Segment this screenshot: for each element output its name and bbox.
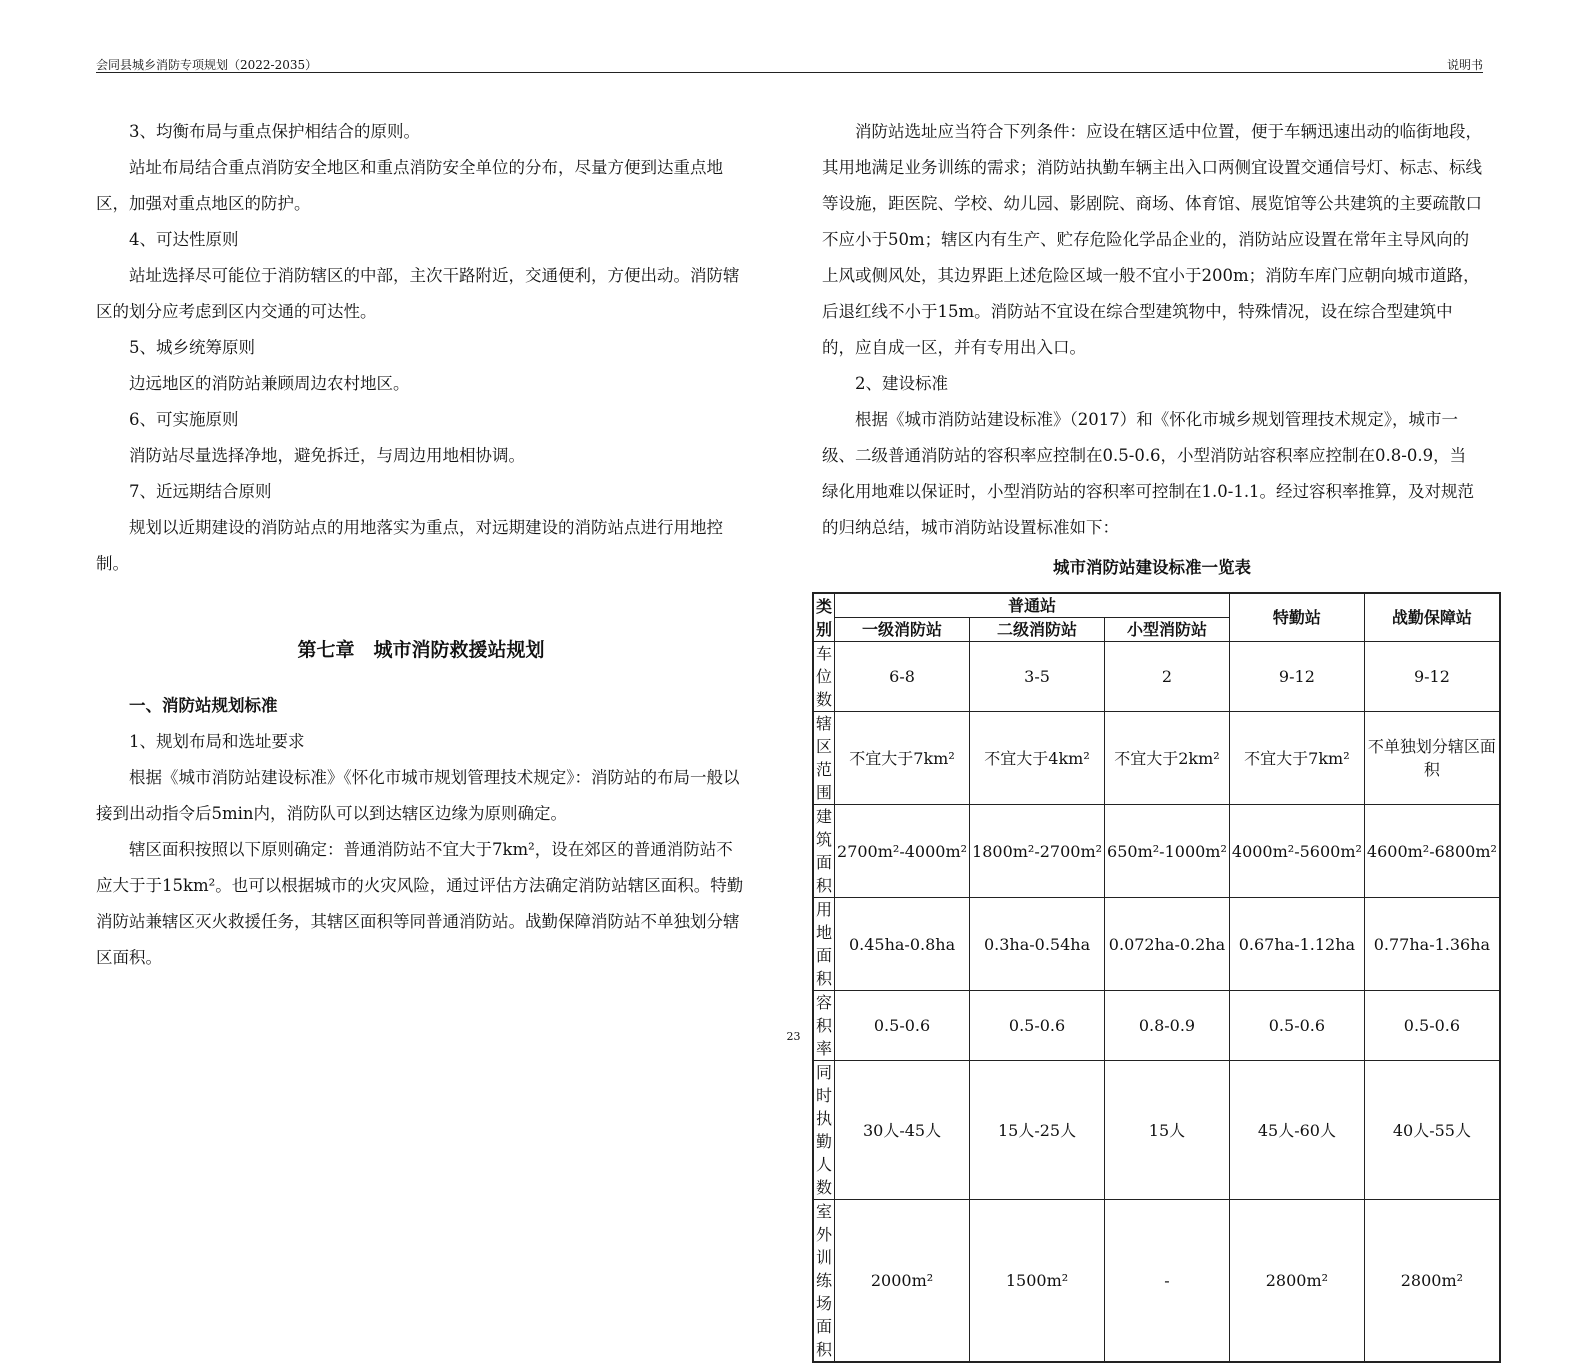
page-number: 23: [786, 1030, 801, 1043]
section-title: 一、消防站规划标准: [129, 696, 278, 715]
table-cell: 2800m²: [1364, 1200, 1500, 1363]
th-special: 特勤站: [1229, 593, 1364, 642]
table-cell: 用地面积: [813, 898, 835, 991]
table-cell: 15人: [1105, 1061, 1230, 1200]
table-cell: 4600m²-6800m²: [1364, 805, 1500, 898]
table-cell: 0.3ha-0.54ha: [970, 898, 1105, 991]
table-cell: 0.5-0.6: [970, 991, 1105, 1061]
table-cell: 2000m²: [835, 1200, 970, 1363]
table-cell: 1800m²-2700m²: [970, 805, 1105, 898]
table-cell: 不宜大于7km²: [1229, 712, 1364, 805]
header-left: 会同县城乡消防专项规划（2022-2035）: [96, 58, 318, 72]
table-cell: 45人-60人: [1229, 1061, 1364, 1200]
table-cell: 建筑面积: [813, 805, 835, 898]
table-cell: 40人-55人: [1364, 1061, 1500, 1200]
left-para-11: 1、规划布局和选址要求: [129, 732, 305, 751]
table-row: [813, 1061, 1500, 1200]
table-cell: 650m²-1000m²: [1105, 805, 1230, 898]
table-cell: 0.45ha-0.8ha: [835, 898, 970, 991]
table-cell: 室外训练场面积: [813, 1200, 835, 1363]
table-title: 城市消防站建设标准一览表: [1053, 558, 1251, 577]
left-para-12: 根据《城市消防站建设标准》《怀化市城市规划管理技术规定》：消防站的布局一般以接到出动指令后5min内，消防队可以到达辖区边缘为原则确定。: [96, 768, 740, 823]
left-para-5: 5、城乡统筹原则: [129, 338, 255, 357]
left-para-9: 7、近远期结合原则: [129, 482, 272, 501]
fire-station-standard-table: [812, 592, 1501, 1363]
table-cell: 0.5-0.6: [1364, 991, 1500, 1061]
table-row: [813, 898, 1500, 991]
left-para-4: 站址选择尽可能位于消防辖区的中部，主次干路附近，交通便利，方便出动。消防辖区的划分应考虑到区内交通的可达性。: [96, 266, 740, 321]
table-cell: 不单独划分辖区面积: [1364, 712, 1500, 805]
table-cell: 9-12: [1229, 642, 1364, 712]
table-cell: 30人-45人: [835, 1061, 970, 1200]
table-cell: 3-5: [970, 642, 1105, 712]
left-para-3: 4、可达性原则: [129, 230, 239, 249]
table-cell: -: [1105, 1200, 1230, 1363]
left-para-13: 辖区面积按照以下原则确定：普通消防站不宜大于7km²，设在郊区的普通消防站不应大于于15km²。也可以根据城市的火灾风险，通过评估方法确定消防站辖区面积。特勤消防站兼辖区灭火救援任务，其辖区面积等同普通消防站。战勤保障消防站不单独划分辖区面积。: [96, 840, 744, 967]
right-column: [816, 114, 1497, 1363]
table-cell: 9-12: [1364, 642, 1500, 712]
left-para-2: 站址布局结合重点消防安全地区和重点消防安全单位的分布，尽量方便到达重点地区，加强对重点地区的防护。: [96, 158, 723, 213]
th-sub-1: 一级消防站: [835, 618, 970, 642]
left-para-6: 边远地区的消防站兼顾周边农村地区。: [129, 374, 410, 393]
left-column: [96, 114, 746, 976]
table-cell: 不宜大于2km²: [1105, 712, 1230, 805]
table-cell: 同时执勤人数: [813, 1061, 835, 1200]
header-right: 说明书: [1446, 58, 1483, 72]
right-para-2: 2、建设标准: [855, 374, 948, 393]
table-cell: 1500m²: [970, 1200, 1105, 1363]
table-row: [813, 1200, 1500, 1363]
table-cell: 0.67ha-1.12ha: [1229, 898, 1364, 991]
table-row: [813, 805, 1500, 898]
th-category: 类别: [813, 593, 835, 642]
table-cell: 不宜大于7km²: [835, 712, 970, 805]
th-sub-3: 小型消防站: [1105, 618, 1230, 642]
table-cell: 0.5-0.6: [835, 991, 970, 1061]
left-para-1: 3、均衡布局与重点保护相结合的原则。: [129, 122, 420, 141]
table-cell: 辖区范围: [813, 712, 835, 805]
table-cell: 不宜大于4km²: [970, 712, 1105, 805]
table-row: [813, 642, 1500, 712]
table-row: [813, 712, 1500, 805]
chapter-title: 第七章 城市消防救援站规划: [297, 639, 545, 661]
left-para-8: 消防站尽量选择净地，避免拆迁，与周边用地相协调。: [129, 446, 525, 465]
right-para-3: 根据《城市消防站建设标准》（2017）和《怀化市城乡规划管理技术规定》，城市一级、二级普通消防站的容积率应控制在0.5-0.6，小型消防站容积率应控制在0.8-0.9，当绿化用地难以保证时，小型消防站的容积率可控制在1.0-1.1。经过容积率推算，及对规范的归纳总结，城市消防站设置标准如下：: [822, 410, 1475, 537]
table-cell: 4000m²-5600m²: [1229, 805, 1364, 898]
table-cell: 0.5-0.6: [1229, 991, 1364, 1061]
th-normal: 普通站: [835, 593, 1230, 618]
table-cell: 0.77ha-1.36ha: [1364, 898, 1500, 991]
table-cell: 2: [1105, 642, 1230, 712]
left-para-10: 规划以近期建设的消防站点的用地落实为重点，对远期建设的消防站点进行用地控制。: [96, 518, 723, 573]
table-cell: 15人-25人: [970, 1061, 1105, 1200]
left-para-7: 6、可实施原则: [129, 410, 239, 429]
table-cell: 0.072ha-0.2ha: [1105, 898, 1230, 991]
header-rule: [96, 72, 1483, 73]
table-cell: 6-8: [835, 642, 970, 712]
table-cell: 2700m²-4000m²: [835, 805, 970, 898]
right-para-1: 消防站选址应当符合下列条件：应设在辖区适中位置，便于车辆迅速出动的临街地段，其用地满足业务训练的需求；消防站执勤车辆主出入口两侧宜设置交通信号灯、标志、标线等设施，距医院、学校、幼儿园、影剧院、商场、体育馆、展览馆等公共建筑的主要疏散口不应小于50m；辖区内有生产、贮存危险化学品企业的，消防站应设置在常年主导风向的上风或侧风处，其边界距上述危险区域一般不宜小于200m；消防车库门应朝向城市道路，后退红线不小于15m。消防站不宜设在综合型建筑物中，特殊情况，设在综合型建筑中的，应自成一区，并有专用出入口。: [822, 122, 1482, 357]
table-row: [813, 991, 1500, 1061]
th-sub-2: 二级消防站: [970, 618, 1105, 642]
table-cell: 0.8-0.9: [1105, 991, 1230, 1061]
table-cell: 2800m²: [1229, 1200, 1364, 1363]
th-support: 战勤保障站: [1364, 593, 1500, 642]
table-cell: 容积率: [813, 991, 835, 1061]
table-cell: 车位数: [813, 642, 835, 712]
